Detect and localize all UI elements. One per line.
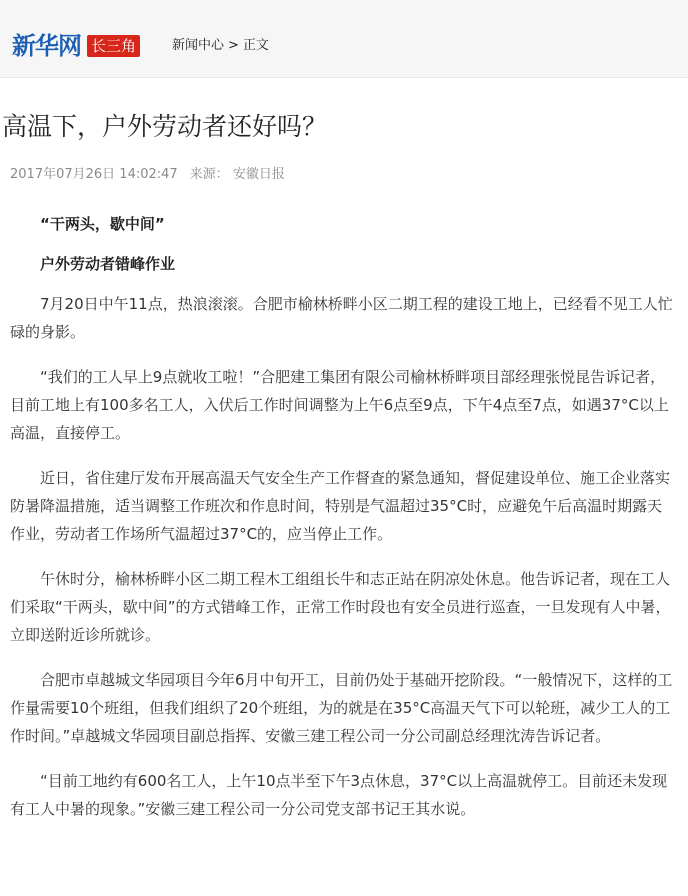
breadcrumb-news-center[interactable]: 新闻中心 <box>172 38 225 53</box>
article-meta <box>10 166 676 184</box>
breadcrumb-current: 正文 <box>242 38 269 53</box>
article-paragraph: 近日，省住建厅发布开展高温天气安全生产工作督查的紧急通知，督促建设单位、施工企业落实防暑降温措施，适当调整工作班次和作息时间，特别是气温超过35°C时，应避免午后高温时期露天作业，劳动者工作场所气温超过37°C的，应当停止工作。 <box>10 469 671 543</box>
publish-datetime: 2017年07月26日 14:02:47 <box>10 167 178 182</box>
article-paragraph: 午休时分，榆林桥畔小区二期工程木工组组长牛和志正站在阴凉处休息。他告诉记者，现在工人们采取“干两头，歇中间”的方式错峰工作，正常工作时段也有安全员进行巡查，一旦发现有人中暑，立即送附近诊所就诊。 <box>10 570 671 644</box>
site-header <box>0 0 688 78</box>
article-subhead: “干两头，歇中间” <box>40 215 165 233</box>
site-logo[interactable] <box>12 30 140 62</box>
article-paragraph: “目前工地约有600名工人，上午10点半至下午3点休息，37°C以上高温就停工。目前还未发现有工人中暑的现象。”安徽三建工程公司一分公司党支部书记王其水说。 <box>10 772 668 818</box>
article-title: 高温下，户外劳动者还好吗？ <box>2 112 328 141</box>
source-label: 来源： <box>189 167 229 182</box>
article-paragraph: “我们的工人早上9点就收工啦！”合肥建工集团有限公司榆林桥畔项目部经理张悦昆告诉记者，目前工地上有100多名工人，入伏后工作时间调整为上午6点至9点，下午4点至7点，如遇37°C以上高温，直接停工。 <box>10 368 669 442</box>
source-name: 安徽日报 <box>232 167 285 182</box>
logo-channel-tag: 长三角 <box>87 35 140 57</box>
article-paragraph: 7月20日中午11点，热浪滚滚。合肥市榆林桥畔小区二期工程的建设工地上，已经看不见工人忙碌的身影。 <box>10 295 673 341</box>
article-body <box>10 210 676 823</box>
breadcrumb <box>172 37 269 55</box>
breadcrumb-separator: > <box>228 38 239 53</box>
article-container <box>0 78 688 840</box>
logo-text: 新华网 <box>12 31 81 60</box>
article-subhead: 户外劳动者错峰作业 <box>40 255 176 273</box>
article-paragraph: 合肥市卓越城文华园项目今年6月中旬开工，目前仍处于基础开挖阶段。“一般情况下，这样的工作量需要10个班组，但我们组织了20个班组，为的就是在35°C高温天气下可以轮班，减少工人的工作时间。”卓越城文华园项目副总指挥、安徽三建工程公司一分公司副总经理沈涛告诉记者。 <box>10 671 673 745</box>
